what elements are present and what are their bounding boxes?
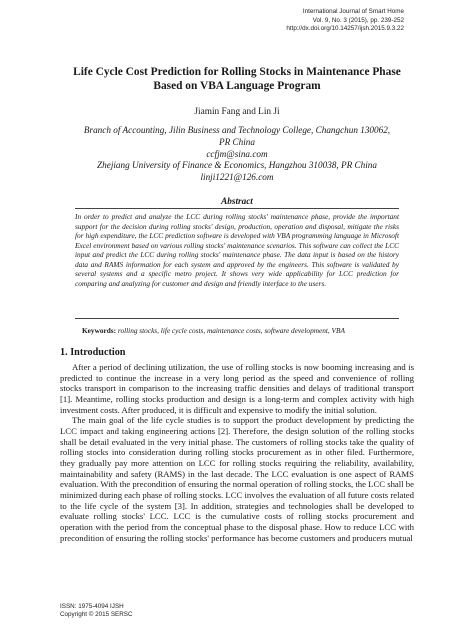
keywords-list: rolling stocks, life cycle costs, maintenance costs, software development, VBA bbox=[117, 326, 345, 335]
keywords-label: Keywords: bbox=[82, 326, 117, 335]
journal-header bbox=[286, 8, 404, 34]
footer-copyright: Copyright © 2015 SERSC bbox=[60, 611, 133, 619]
abstract-bottom-rule bbox=[75, 318, 399, 319]
affiliation-line: Branch of Accounting, Jilin Business and Technology College, Changchun 130062, bbox=[83, 125, 391, 135]
author-affiliations bbox=[60, 125, 414, 184]
journal-volume: Vol. 9, No. 3 (2015), pp. 239-252 bbox=[312, 16, 404, 24]
author-email[interactable]: linji1221@126.com bbox=[200, 172, 274, 183]
paper-title-line-1: Life Cycle Cost Prediction for Rolling Stocks in Maintenance Phase bbox=[73, 66, 401, 78]
keywords bbox=[82, 326, 402, 335]
abstract-text: In order to predict and analyze the LCC during rolling stocks' maintenance phase, provide the important support for the decision during rolling stocks' design, production, operation and disposal, mitigate the risks for high expenditure, the LCC prediction software is developed with VBA programming language in Microsoft Excel environment based on various rolling stocks' maintenance scenarios. This software can collect the LCC input and predict the LCC during rolling stocks' maintenance phase. The data input is based on the history data and RAMS information for each system and approved by the engineers. This software is validated by several systems and a specific metro project. It shows very wide applicability for LCC prediction for comparing and analyzing for customer and design and friendly interface to the users. bbox=[75, 212, 399, 288]
abstract-top-rule bbox=[75, 208, 399, 209]
footer-issn: ISSN: 1975-4094 IJSH bbox=[60, 603, 124, 610]
affiliation-line: PR China bbox=[219, 136, 255, 147]
paper-title bbox=[60, 65, 414, 93]
page-footer bbox=[60, 603, 133, 620]
introduction-body bbox=[60, 362, 414, 543]
section-heading: 1. Introduction bbox=[60, 347, 126, 358]
body-paragraph: After a period of declining utilization, the use of rolling stocks is now booming increasing and is predicted to continue the increase in a very long period as the speed and convenience of rolling stocks transport in comparison to the increasing traffic densities and delays of traditional transport [1]. Meantime, rolling stocks production and design is a long-term and complex activity with high investment costs. After produced, it is difficult and expensive to modify the initial solution. bbox=[60, 362, 414, 415]
abstract-heading: Abstract bbox=[221, 196, 253, 206]
author-email[interactable]: ccfjm@sina.com bbox=[206, 148, 268, 159]
affiliation-line: Zhejiang University of Finance & Economics, Hangzhou 310038, PR China bbox=[97, 160, 377, 171]
paper-title-line-2: Based on VBA Language Program bbox=[153, 80, 321, 92]
paper-authors: Jiamin Fang and Lin Ji bbox=[194, 107, 280, 117]
journal-doi[interactable]: http://dx.doi.org/10.14257/ijsh.2015.9.3.22 bbox=[286, 25, 404, 32]
journal-name: International Journal of Smart Home bbox=[302, 8, 404, 15]
body-paragraph: The main goal of the life cycle studies is to support the product development by predicting the LCC impact and taking engineering actions [2]. Therefore, the design solution of the rolling stocks shall be detail evaluated in the very initial phase. The customers of rolling stocks take the quality of rolling stocks into consideration during rolling stocks procurement as in other filed. Furthermore, they gradually pay more attention on LCC for rolling stocks requiring the reliability, availability, maintainability and safety (RAMS) in the last decade. The LCC evaluation is one aspect of RAMS evaluation. With the precondition of ensuring the normal operation of rolling stocks, the LCC shall be minimized during each phase of rolling stocks. LCC involves the evaluation of all future costs related to the life cycle of the system [3]. In addition, strategies and technologies shall be developed to evaluate rolling stocks' LCC. LCC is the cumulative costs of rolling stocks procurement and operation with the period from the conceptual phase to the disposal phase. How to reduce LCC with precondition of ensuring the rolling stocks' performance has become customers and producers mutual bbox=[60, 415, 414, 543]
